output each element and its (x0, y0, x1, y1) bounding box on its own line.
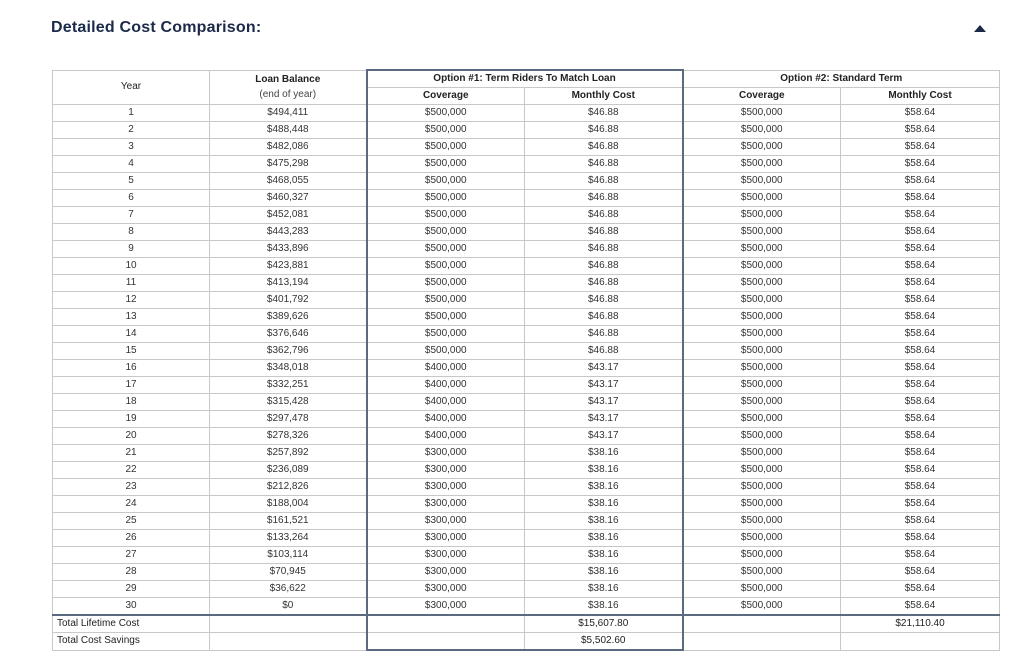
option2-coverage-cell: $500,000 (683, 275, 841, 292)
option1-cost-cell: $38.16 (525, 564, 683, 581)
table-row (53, 598, 1000, 616)
option2-coverage-cell: $500,000 (683, 122, 841, 139)
loan-balance-cell: $494,411 (210, 105, 367, 122)
option2-cost-cell: $58.64 (841, 513, 1000, 530)
option1-cost-cell: $43.17 (525, 411, 683, 428)
loan-balance-title: Loan Balance (255, 74, 321, 86)
loan-balance-cell: $468,055 (210, 173, 367, 190)
option1-cost-cell: $46.88 (525, 224, 683, 241)
year-cell: 29 (53, 581, 210, 598)
table-row (53, 479, 1000, 496)
table-row (53, 190, 1000, 207)
option1-coverage-cell: $400,000 (367, 428, 525, 445)
table-row (53, 105, 1000, 122)
caret-up-icon[interactable] (974, 25, 986, 32)
option1-coverage-cell: $300,000 (367, 581, 525, 598)
option1-coverage-cell: $300,000 (367, 462, 525, 479)
cost-comparison-table (52, 69, 1000, 651)
loan-balance-cell: $482,086 (210, 139, 367, 156)
option2-cost-cell: $58.64 (841, 139, 1000, 156)
option1-cost-cell: $43.17 (525, 394, 683, 411)
option1-coverage-cell: $500,000 (367, 139, 525, 156)
option2-coverage-cell: $500,000 (683, 496, 841, 513)
option2-cost-header: Monthly Cost (841, 88, 1000, 105)
option2-coverage-cell: $500,000 (683, 360, 841, 377)
table-row (53, 428, 1000, 445)
loan-balance-cell: $443,283 (210, 224, 367, 241)
option1-cost-cell: $38.16 (525, 513, 683, 530)
option1-coverage-cell: $500,000 (367, 309, 525, 326)
option1-cost-cell: $38.16 (525, 547, 683, 564)
option1-coverage-cell: $300,000 (367, 496, 525, 513)
option2-cost-cell: $58.64 (841, 445, 1000, 462)
option2-cost-cell: $58.64 (841, 292, 1000, 309)
table-row (53, 156, 1000, 173)
option1-cost-cell: $38.16 (525, 496, 683, 513)
year-cell: 4 (53, 156, 210, 173)
option1-coverage-cell: $300,000 (367, 547, 525, 564)
empty-cell (367, 615, 525, 633)
year-cell: 15 (53, 343, 210, 360)
option1-cost-cell: $46.88 (525, 292, 683, 309)
option2-coverage-cell: $500,000 (683, 343, 841, 360)
option1-cost-cell: $46.88 (525, 190, 683, 207)
option1-coverage-cell: $300,000 (367, 598, 525, 616)
loan-balance-cell: $348,018 (210, 360, 367, 377)
loan-balance-cell: $332,251 (210, 377, 367, 394)
option1-cost-cell: $46.88 (525, 326, 683, 343)
option1-cost-cell: $43.17 (525, 360, 683, 377)
option1-coverage-cell: $500,000 (367, 173, 525, 190)
year-cell: 11 (53, 275, 210, 292)
option2-cost-cell: $58.64 (841, 462, 1000, 479)
option2-coverage-cell: $500,000 (683, 428, 841, 445)
option2-coverage-cell: $500,000 (683, 530, 841, 547)
table-row (53, 173, 1000, 190)
option2-coverage-cell: $500,000 (683, 309, 841, 326)
option2-cost-cell: $58.64 (841, 275, 1000, 292)
year-cell: 7 (53, 207, 210, 224)
option1-cost-cell: $46.88 (525, 105, 683, 122)
table-row (53, 309, 1000, 326)
option2-coverage-cell: $500,000 (683, 207, 841, 224)
option1-coverage-cell: $300,000 (367, 445, 525, 462)
year-cell: 21 (53, 445, 210, 462)
table-row (53, 394, 1000, 411)
option1-cost-cell: $46.88 (525, 343, 683, 360)
option2-coverage-cell: $500,000 (683, 513, 841, 530)
option2-coverage-cell: $500,000 (683, 190, 841, 207)
loan-balance-cell: $36,622 (210, 581, 367, 598)
year-cell: 26 (53, 530, 210, 547)
empty-cell (683, 633, 841, 651)
option2-cost-cell: $58.64 (841, 564, 1000, 581)
option1-coverage-cell: $300,000 (367, 564, 525, 581)
loan-balance-cell: $423,881 (210, 258, 367, 275)
year-cell: 1 (53, 105, 210, 122)
option1-cost-cell: $38.16 (525, 445, 683, 462)
year-cell: 8 (53, 224, 210, 241)
table-row (53, 343, 1000, 360)
option1-total-lifetime: $15,607.80 (525, 615, 683, 633)
year-cell: 27 (53, 547, 210, 564)
option1-coverage-cell: $500,000 (367, 207, 525, 224)
table-row (53, 581, 1000, 598)
option1-cost-cell: $46.88 (525, 122, 683, 139)
loan-balance-cell: $70,945 (210, 564, 367, 581)
option1-cost-cell: $38.16 (525, 479, 683, 496)
option2-cost-cell: $58.64 (841, 156, 1000, 173)
option1-total-savings: $5,502.60 (525, 633, 683, 651)
loan-balance-header (210, 70, 367, 105)
option1-coverage-cell: $300,000 (367, 530, 525, 547)
loan-balance-cell: $452,081 (210, 207, 367, 224)
empty-cell (210, 633, 367, 651)
table-row (53, 360, 1000, 377)
year-cell: 24 (53, 496, 210, 513)
table-row (53, 411, 1000, 428)
year-cell: 25 (53, 513, 210, 530)
option2-cost-cell: $58.64 (841, 530, 1000, 547)
loan-balance-cell: $212,826 (210, 479, 367, 496)
year-cell: 5 (53, 173, 210, 190)
option1-coverage-cell: $500,000 (367, 224, 525, 241)
year-header: Year (53, 70, 210, 105)
option2-coverage-cell: $500,000 (683, 105, 841, 122)
option1-cost-cell: $43.17 (525, 377, 683, 394)
loan-balance-cell: $0 (210, 598, 367, 616)
option2-coverage-cell: $500,000 (683, 462, 841, 479)
option2-coverage-cell: $500,000 (683, 445, 841, 462)
year-cell: 9 (53, 241, 210, 258)
option2-coverage-cell: $500,000 (683, 547, 841, 564)
option1-cost-cell: $38.16 (525, 581, 683, 598)
option2-cost-cell: $58.64 (841, 598, 1000, 616)
option2-coverage-cell: $500,000 (683, 173, 841, 190)
option2-coverage-cell: $500,000 (683, 377, 841, 394)
option1-cost-cell: $46.88 (525, 139, 683, 156)
loan-balance-cell: $389,626 (210, 309, 367, 326)
table-row (53, 258, 1000, 275)
option2-cost-cell: $58.64 (841, 360, 1000, 377)
option2-total-lifetime: $21,110.40 (841, 615, 1000, 633)
section-title: Detailed Cost Comparison: (51, 19, 262, 36)
table-row (53, 513, 1000, 530)
option2-cost-cell: $58.64 (841, 258, 1000, 275)
table-row (53, 207, 1000, 224)
table-row (53, 139, 1000, 156)
option2-coverage-cell: $500,000 (683, 581, 841, 598)
option1-coverage-cell: $500,000 (367, 105, 525, 122)
loan-balance-cell: $278,326 (210, 428, 367, 445)
year-cell: 6 (53, 190, 210, 207)
loan-balance-cell: $297,478 (210, 411, 367, 428)
option1-cost-cell: $43.17 (525, 428, 683, 445)
year-cell: 30 (53, 598, 210, 616)
option2-cost-cell: $58.64 (841, 547, 1000, 564)
table-body (53, 105, 1000, 616)
total-savings-label: Total Cost Savings (53, 633, 210, 651)
option2-coverage-cell: $500,000 (683, 564, 841, 581)
option2-header: Option #2: Standard Term (683, 70, 1000, 88)
option2-coverage-cell: $500,000 (683, 156, 841, 173)
loan-balance-cell: $236,089 (210, 462, 367, 479)
totals-body (53, 615, 1000, 650)
option1-coverage-cell: $500,000 (367, 156, 525, 173)
option1-coverage-cell: $500,000 (367, 241, 525, 258)
empty-cell (367, 633, 525, 651)
year-cell: 3 (53, 139, 210, 156)
loan-balance-cell: $460,327 (210, 190, 367, 207)
option1-coverage-cell: $500,000 (367, 343, 525, 360)
table-row (53, 496, 1000, 513)
loan-balance-cell: $475,298 (210, 156, 367, 173)
option1-cost-cell: $38.16 (525, 530, 683, 547)
year-cell: 16 (53, 360, 210, 377)
loan-balance-cell: $133,264 (210, 530, 367, 547)
option2-cost-cell: $58.64 (841, 105, 1000, 122)
option2-coverage-cell: $500,000 (683, 258, 841, 275)
option2-cost-cell: $58.64 (841, 343, 1000, 360)
table-row (53, 530, 1000, 547)
option2-coverage-cell: $500,000 (683, 292, 841, 309)
loan-balance-cell: $362,796 (210, 343, 367, 360)
year-cell: 12 (53, 292, 210, 309)
table-row (53, 462, 1000, 479)
option2-cost-cell: $58.64 (841, 479, 1000, 496)
option2-cost-cell: $58.64 (841, 428, 1000, 445)
option1-cost-cell: $38.16 (525, 462, 683, 479)
option2-cost-cell: $58.64 (841, 394, 1000, 411)
loan-balance-subtitle: (end of year) (259, 89, 317, 101)
option1-coverage-cell: $500,000 (367, 326, 525, 343)
option1-cost-cell: $46.88 (525, 241, 683, 258)
loan-balance-cell: $401,792 (210, 292, 367, 309)
loan-balance-cell: $188,004 (210, 496, 367, 513)
option1-cost-cell: $46.88 (525, 156, 683, 173)
empty-cell (210, 615, 367, 633)
option2-coverage-cell: $500,000 (683, 139, 841, 156)
table-row (53, 241, 1000, 258)
loan-balance-cell: $257,892 (210, 445, 367, 462)
table-row (53, 122, 1000, 139)
loan-balance-cell: $488,448 (210, 122, 367, 139)
loan-balance-cell: $315,428 (210, 394, 367, 411)
option1-cost-header: Monthly Cost (525, 88, 683, 105)
year-cell: 2 (53, 122, 210, 139)
option1-cost-cell: $38.16 (525, 598, 683, 616)
option1-coverage-cell: $500,000 (367, 292, 525, 309)
option1-coverage-cell: $300,000 (367, 513, 525, 530)
year-cell: 23 (53, 479, 210, 496)
table-row (53, 224, 1000, 241)
option1-coverage-header: Coverage (367, 88, 525, 105)
option2-cost-cell: $58.64 (841, 173, 1000, 190)
option1-coverage-cell: $500,000 (367, 122, 525, 139)
option1-coverage-cell: $300,000 (367, 479, 525, 496)
year-cell: 22 (53, 462, 210, 479)
option2-cost-cell: $58.64 (841, 190, 1000, 207)
option1-cost-cell: $46.88 (525, 207, 683, 224)
option1-coverage-cell: $400,000 (367, 411, 525, 428)
loan-balance-cell: $376,646 (210, 326, 367, 343)
year-cell: 10 (53, 258, 210, 275)
table-row (53, 326, 1000, 343)
table-row (53, 292, 1000, 309)
option2-coverage-cell: $500,000 (683, 598, 841, 616)
total-lifetime-label: Total Lifetime Cost (53, 615, 210, 633)
option1-coverage-cell: $400,000 (367, 360, 525, 377)
option1-cost-cell: $46.88 (525, 173, 683, 190)
loan-balance-cell: $433,896 (210, 241, 367, 258)
year-cell: 18 (53, 394, 210, 411)
table-row (53, 564, 1000, 581)
year-cell: 13 (53, 309, 210, 326)
option1-coverage-cell: $400,000 (367, 377, 525, 394)
option1-cost-cell: $46.88 (525, 275, 683, 292)
empty-cell (683, 615, 841, 633)
option2-cost-cell: $58.64 (841, 309, 1000, 326)
total-lifetime-row (53, 615, 1000, 633)
option1-coverage-cell: $500,000 (367, 190, 525, 207)
option2-cost-cell: $58.64 (841, 122, 1000, 139)
option2-cost-cell: $58.64 (841, 326, 1000, 343)
option2-coverage-cell: $500,000 (683, 326, 841, 343)
option2-cost-cell: $58.64 (841, 377, 1000, 394)
option2-cost-cell: $58.64 (841, 411, 1000, 428)
option2-cost-cell: $58.64 (841, 581, 1000, 598)
table-row (53, 377, 1000, 394)
year-cell: 19 (53, 411, 210, 428)
option2-cost-cell: $58.64 (841, 224, 1000, 241)
year-cell: 14 (53, 326, 210, 343)
option2-cost-cell: $58.64 (841, 241, 1000, 258)
year-cell: 20 (53, 428, 210, 445)
loan-balance-cell: $161,521 (210, 513, 367, 530)
option1-coverage-cell: $500,000 (367, 275, 525, 292)
empty-cell (841, 633, 1000, 651)
option2-coverage-cell: $500,000 (683, 394, 841, 411)
year-cell: 17 (53, 377, 210, 394)
option2-coverage-cell: $500,000 (683, 411, 841, 428)
option1-coverage-cell: $400,000 (367, 394, 525, 411)
total-savings-row (53, 633, 1000, 651)
option1-header: Option #1: Term Riders To Match Loan (367, 70, 683, 88)
option2-cost-cell: $58.64 (841, 207, 1000, 224)
option2-coverage-cell: $500,000 (683, 479, 841, 496)
year-cell: 28 (53, 564, 210, 581)
option1-cost-cell: $46.88 (525, 258, 683, 275)
table-row (53, 445, 1000, 462)
loan-balance-cell: $413,194 (210, 275, 367, 292)
option2-cost-cell: $58.64 (841, 496, 1000, 513)
option1-cost-cell: $46.88 (525, 309, 683, 326)
loan-balance-cell: $103,114 (210, 547, 367, 564)
option1-coverage-cell: $500,000 (367, 258, 525, 275)
option2-coverage-cell: $500,000 (683, 241, 841, 258)
table-row (53, 275, 1000, 292)
table-row (53, 547, 1000, 564)
option2-coverage-header: Coverage (683, 88, 841, 105)
option2-coverage-cell: $500,000 (683, 224, 841, 241)
